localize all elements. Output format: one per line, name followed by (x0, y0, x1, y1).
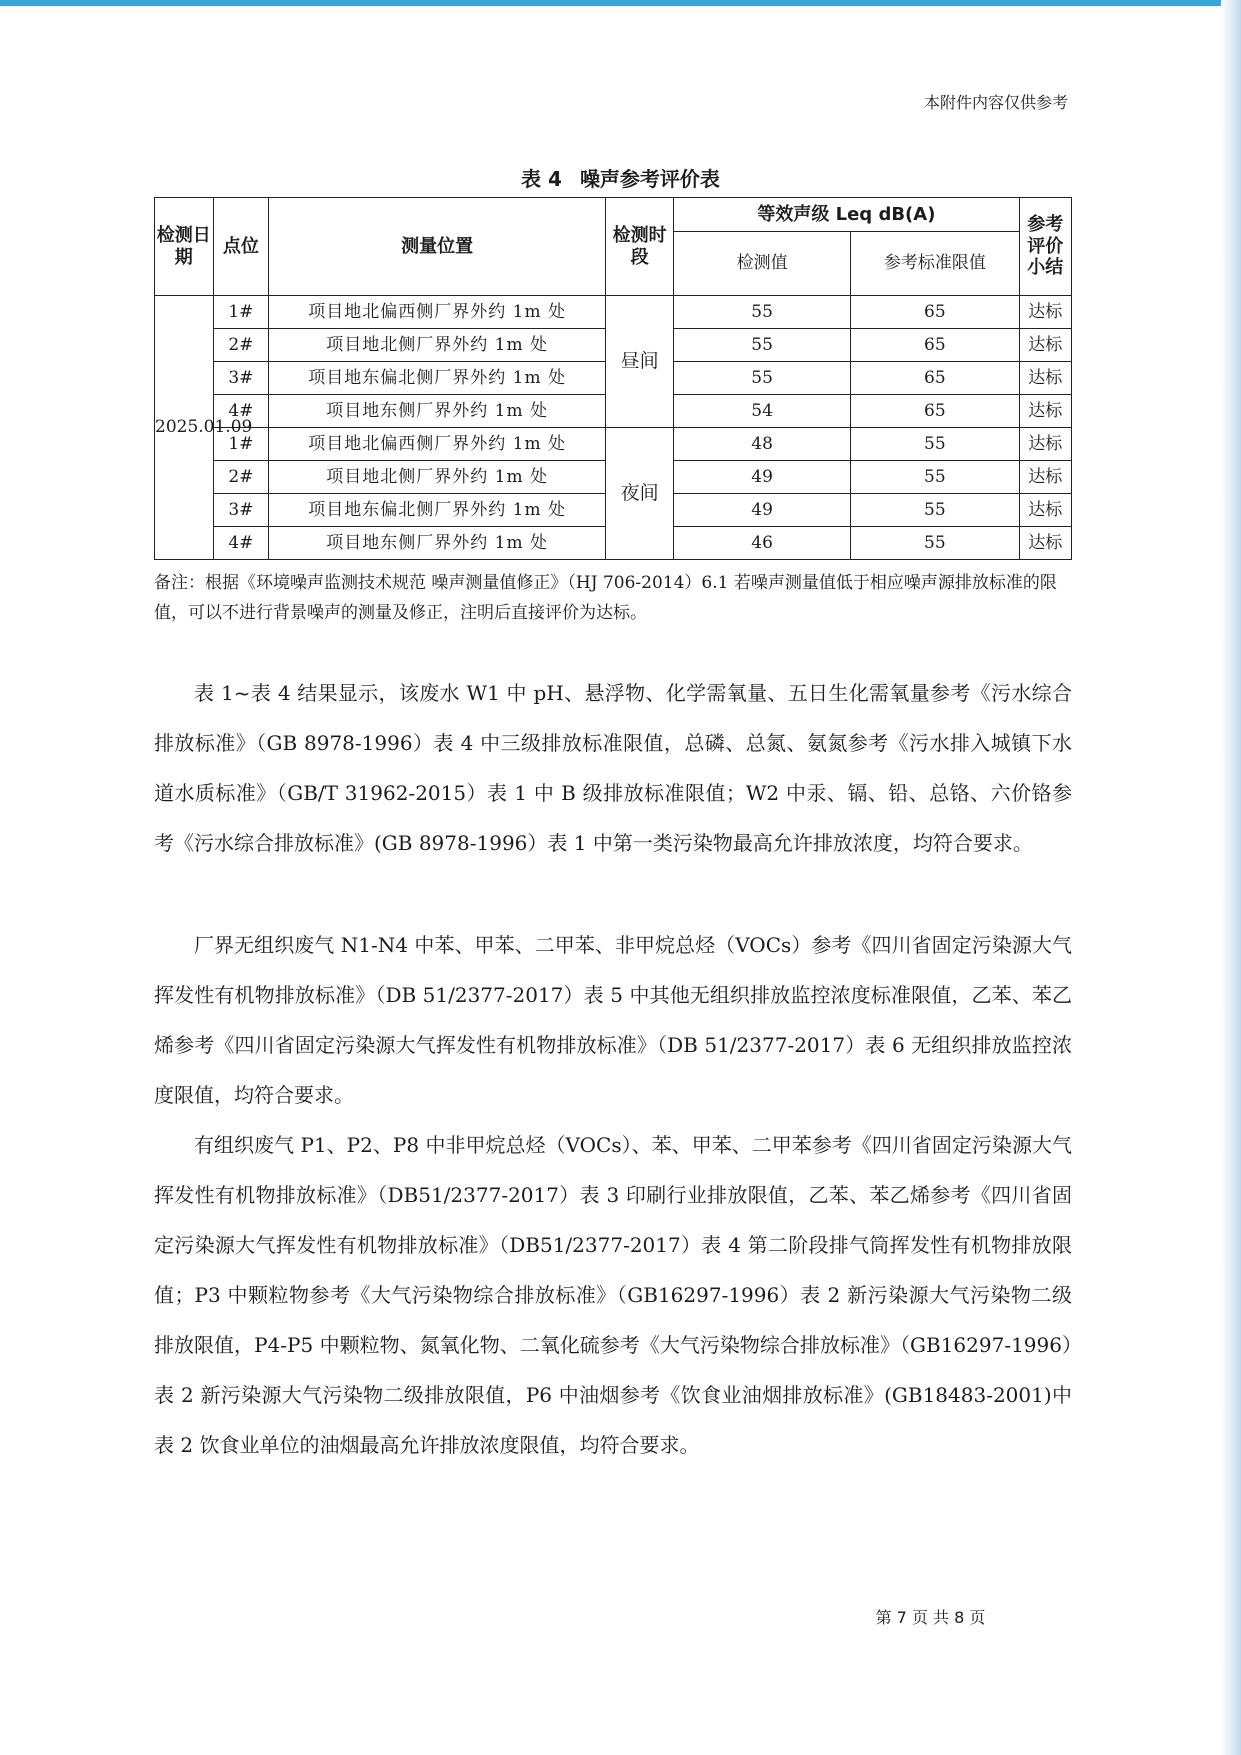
header-location: 测量位置 (269, 198, 606, 296)
cell-period-day: 昼间 (606, 296, 674, 428)
cell-location: 项目地东侧厂界外约 1m 处 (269, 527, 606, 560)
cell-limit: 65 (851, 296, 1020, 329)
header-result: 参考评价小结 (1019, 198, 1071, 296)
cell-point: 1# (213, 296, 268, 329)
cell-result: 达标 (1019, 428, 1071, 461)
cell-measured: 55 (674, 296, 851, 329)
cell-limit: 55 (851, 461, 1020, 494)
cell-measured: 55 (674, 362, 851, 395)
header-date: 检测日期 (155, 198, 214, 296)
page-number: 第 7 页 共 8 页 (875, 1608, 986, 1627)
cell-measured: 55 (674, 329, 851, 362)
cell-result: 达标 (1019, 395, 1071, 428)
cell-limit: 65 (851, 395, 1020, 428)
cell-measured: 46 (674, 527, 851, 560)
cell-point: 3# (213, 494, 268, 527)
scan-edge-right (1221, 0, 1241, 1755)
cell-point: 1# (213, 428, 268, 461)
cell-limit: 55 (851, 494, 1020, 527)
cell-location: 项目地北偏西侧厂界外约 1m 处 (269, 428, 606, 461)
noise-evaluation-table (154, 197, 1072, 560)
header-level-group: 等效声级 Leq dB(A) (674, 198, 1019, 232)
cell-limit: 55 (851, 428, 1020, 461)
table-row (155, 428, 1072, 461)
header-note: 本附件内容仅供参考 (923, 93, 1068, 112)
cell-result: 达标 (1019, 296, 1071, 329)
cell-date: 2025.01.09 (155, 296, 214, 560)
cell-limit: 55 (851, 527, 1020, 560)
header-limit: 参考标准限值 (851, 232, 1020, 296)
table-row (155, 296, 1072, 329)
body-paragraph: 厂界无组织废气 N1-N4 中苯、甲苯、二甲苯、非甲烷总烃（VOCs）参考《四川省固定污染源大气挥发性有机物排放标准》（DB 51/2377-2017）表 5 中其他无组织排放监控浓度标准限值，乙苯、苯乙烯参考《四川省固定污染源大气挥发性有机物排放标准》（DB 51/2377-2017）表 6 无组织排放监控浓度限值，均符合要求。 (154, 933, 1072, 1107)
cell-point: 4# (213, 395, 268, 428)
cell-limit: 65 (851, 362, 1020, 395)
cell-period-night: 夜间 (606, 428, 674, 560)
cell-location: 项目地北侧厂界外约 1m 处 (269, 329, 606, 362)
cell-location: 项目地东偏北侧厂界外约 1m 处 (269, 362, 606, 395)
header-point: 点位 (213, 198, 268, 296)
cell-result: 达标 (1019, 494, 1071, 527)
table-title-number: 表 4 (521, 167, 562, 191)
body-paragraph: 有组织废气 P1、P2、P8 中非甲烷总烃（VOCs）、苯、甲苯、二甲苯参考《四川省固定污染源大气挥发性有机物排放标准》（DB51/2377-2017）表 3 印刷行业排放限值，乙苯、苯乙烯参考《四川省固定污染源大气挥发性有机物排放标准》（DB51/2377-2017）表 4 第二阶段排气筒挥发性有机物排放限值；P3 中颗粒物参考《大气污染物综合排放标准》（GB16297-1996）表 2 新污染源大气污染物二级排放限值，P4-P5 中颗粒物、氮氧化物、二氧化硫参考《大气污染物综合排放标准》（GB16297-1996）表 2 新污染源大气污染物二级排放限值，P6 中油烟参考《饮食业油烟排放标准》(GB18483-2001)中表 2 饮食业单位的油烟最高允许排放浓度限值，均符合要求。 (154, 1133, 1072, 1457)
scan-edge-top (0, 0, 1241, 6)
header-period: 检测时段 (606, 198, 674, 296)
cell-point: 2# (213, 461, 268, 494)
cell-point: 4# (213, 527, 268, 560)
cell-point: 3# (213, 362, 268, 395)
cell-measured: 54 (674, 395, 851, 428)
cell-result: 达标 (1019, 461, 1071, 494)
cell-limit: 65 (851, 329, 1020, 362)
table-title-text: 噪声参考评价表 (579, 167, 720, 191)
cell-result: 达标 (1019, 527, 1071, 560)
cell-location: 项目地东侧厂界外约 1m 处 (269, 395, 606, 428)
table-header-row (155, 198, 1072, 232)
cell-result: 达标 (1019, 329, 1071, 362)
cell-location: 项目地东偏北侧厂界外约 1m 处 (269, 494, 606, 527)
body-paragraph: 表 1~表 4 结果显示，该废水 W1 中 pH、悬浮物、化学需氧量、五日生化需氧量参考《污水综合排放标准》（GB 8978-1996）表 4 中三级排放标准限值，总磷、总氮、氨氮参考《污水排入城镇下水道水质标准》（GB/T 31962-2015）表 1 中 B 级排放标准限值；W2 中汞、镉、铅、总铬、六价铬参考《污水综合排放标准》(GB 8978-1996）表 1 中第一类污染物最高允许排放浓度，均符合要求。 (154, 681, 1072, 855)
cell-location: 项目地北偏西侧厂界外约 1m 处 (269, 296, 606, 329)
cell-measured: 48 (674, 428, 851, 461)
cell-location: 项目地北侧厂界外约 1m 处 (269, 461, 606, 494)
cell-point: 2# (213, 329, 268, 362)
cell-measured: 49 (674, 494, 851, 527)
table-title (0, 163, 1241, 192)
cell-result: 达标 (1019, 362, 1071, 395)
cell-measured: 49 (674, 461, 851, 494)
header-measured: 检测值 (674, 232, 851, 296)
table-remark: 备注：根据《环境噪声监测技术规范 噪声测量值修正》（HJ 706-2014）6.1 若噪声测量值低于相应噪声源排放标准的限值，可以不进行背景噪声的测量及修正，注明后直接评价为达标。 (154, 573, 1057, 623)
